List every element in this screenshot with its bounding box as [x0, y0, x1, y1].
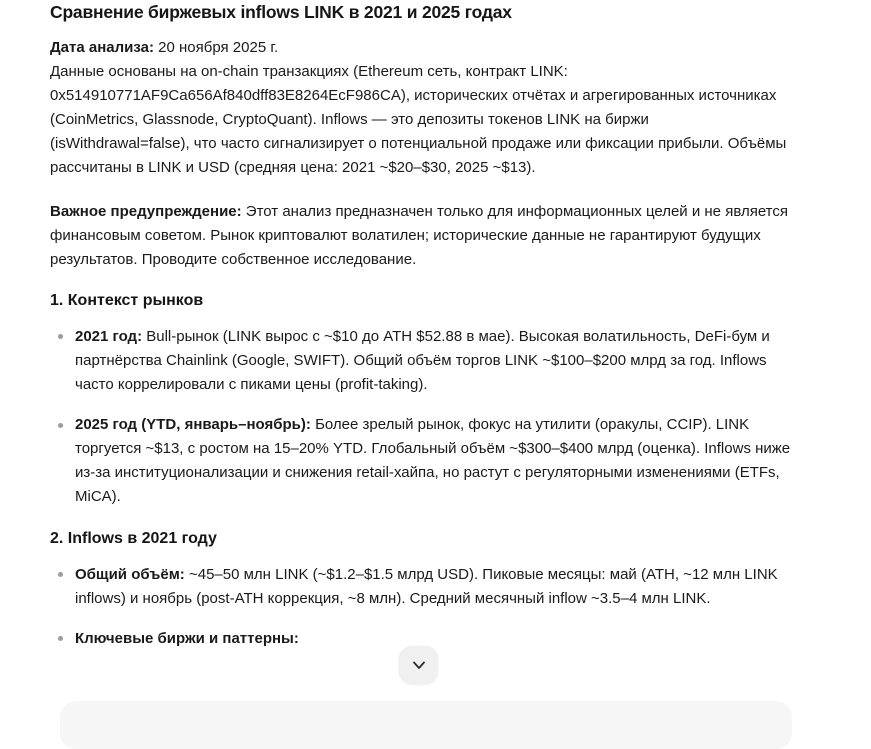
bullet-list-1 [50, 325, 791, 510]
list-item [75, 325, 791, 397]
list-item-label: Общий объём: [75, 565, 185, 583]
bullet-icon [58, 572, 63, 577]
intro-body-text: Данные основаны на on-chain транзакциях (Ethereum сеть, контракт LINK: 0x514910771AF9Ca656Af840dff83E8264EcF986CA), исторических отчётах и агрегированных источниках (CoinMetrics, Glassnode, CryptoQuant). Inflows — это депозиты токенов LINK на биржи (isWithdrawal=false), что часто сигнализирует о потенциальной продаже или фиксации прибыли. Объёмы рассчитаны в LINK и USD (средняя цена: 2021 ~$20–$30, 2025 ~$13). [50, 63, 787, 177]
list-item-text: Bull-рынок (LINK вырос с ~$10 до ATH $52.88 в мае). Высокая волатильность, DeFi-бум и партнёрства Chainlink (Google, SWIFT). Общий объём торгов LINK ~$100–$200 млрд за год. Inflows часто коррелировали с пиками цены (profit-taking). [75, 327, 770, 394]
chevron-down-icon [412, 661, 426, 670]
list-item-text: Более зрелый рынок, фокус на утилити (оракулы, CCIP). LINK торгуется ~$13, с ростом на 15–20% YTD. Глобальный объём ~$300–$400 млрд (оценка). Inflows ниже из-за институционализации и снижения retail-хайпа, но растут с регуляторными изменениями (ETFs, MiCA). [75, 416, 791, 506]
bullet-icon [58, 423, 63, 428]
list-item-label: Ключевые биржи и паттерны: [75, 629, 299, 647]
list-item [75, 563, 791, 611]
scroll-to-bottom-button[interactable] [399, 646, 438, 684]
warning-paragraph [50, 200, 791, 272]
section-heading-2: 2. Inflows в 2021 году [50, 529, 217, 547]
chat-message [50, 0, 791, 651]
bullet-icon [58, 636, 63, 641]
intro-paragraph [50, 36, 791, 181]
section-heading-1: 1. Контекст рынков [50, 291, 204, 309]
list-item-text: ~45–50 млн LINK (~$1.2–$1.5 млрд USD). Пиковые месяцы: май (ATH, ~12 млн LINK inflows) и ноябрь (post-ATH коррекция, ~8 млн). Средний месячный inflow ~3.5–4 млн LINK. [75, 565, 778, 607]
bullet-list-2 [50, 563, 791, 651]
list-item-label: 2021 год: [75, 327, 143, 345]
bullet-icon [58, 334, 63, 339]
list-item [75, 627, 791, 651]
warning-body-text: Этот анализ предназначен только для информационных целей и не является финансовым советом. Рынок криптовалют волатилен; исторические данные не гарантируют будущих результатов. Проводите собственное исследование. [50, 202, 788, 268]
analysis-date-label: Дата анализа: [50, 39, 154, 56]
warning-label: Важное предупреждение: [50, 202, 242, 220]
analysis-date-value: 20 ноября 2025 г. [153, 39, 279, 56]
message-title: Сравнение биржевых inflows LINK в 2021 и 2025 годах [50, 2, 512, 22]
code-block-preview [60, 701, 792, 749]
list-item [75, 413, 791, 509]
list-item-label: 2025 год (YTD, январь–ноябрь): [75, 416, 311, 434]
